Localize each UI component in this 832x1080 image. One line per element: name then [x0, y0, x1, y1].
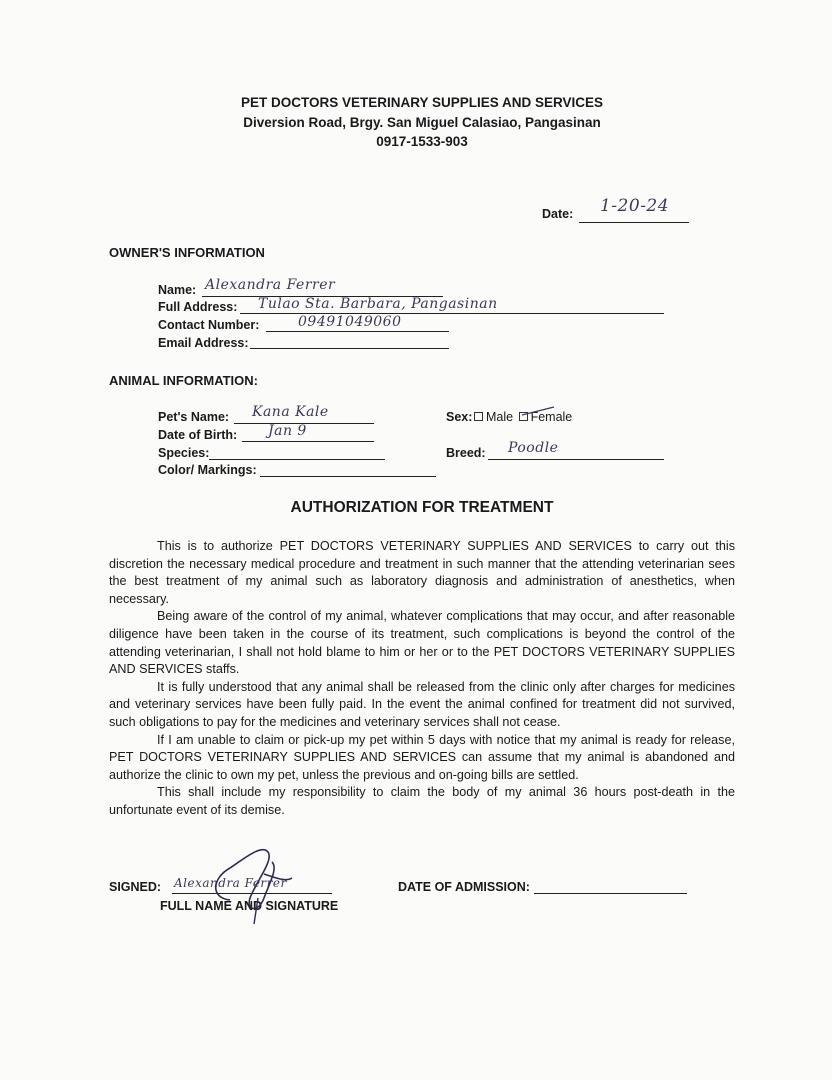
sex-label: Sex: [446, 410, 473, 424]
species-line[interactable] [209, 459, 385, 460]
animal-section-title: ANIMAL INFORMATION: [109, 373, 258, 388]
pet-name-value[interactable]: Kana Kale [252, 404, 329, 420]
date-line [579, 222, 689, 223]
admission-date-line[interactable] [534, 893, 687, 894]
clinic-address: Diversion Road, Brgy. San Miguel Calasiao, Pangasinan [243, 115, 601, 130]
owner-section-title: OWNER'S INFORMATION [109, 245, 265, 260]
email-label: Email Address: [158, 336, 249, 350]
species-label: Species: [158, 446, 210, 460]
male-checkbox[interactable] [474, 412, 483, 421]
signer-name-value[interactable]: Alexandra Ferrer [174, 876, 287, 890]
handwritten-signature [200, 838, 300, 928]
male-option-label: Male [486, 410, 514, 424]
breed-value[interactable]: Poodle [508, 440, 559, 456]
color-line[interactable] [260, 476, 436, 477]
date-value[interactable]: 1-20-24 [600, 196, 670, 216]
paragraph-5: This shall include my responsibility to claim the body of my animal 36 hours post-death in the unfortunate event of its demise. [109, 785, 735, 817]
color-label: Color/ Markings: [158, 463, 257, 477]
signature-caption: FULL NAME AND SIGNATURE [160, 899, 339, 913]
dob-value[interactable]: Jan 9 [268, 423, 307, 439]
address-value[interactable]: Tulao Sta. Barbara, Pangasinan [258, 296, 498, 312]
dob-line [242, 441, 374, 442]
breed-line [488, 459, 664, 460]
signed-label: SIGNED: [109, 880, 162, 894]
owner-name-value[interactable]: Alexandra Ferrer [205, 277, 336, 293]
contact-value[interactable]: 09491049060 [298, 314, 402, 330]
date-label: Date: [542, 207, 574, 221]
paragraph-3: It is fully understood that any animal shall be released from the clinic only after charges for medicines and veterinary services have been fully paid. In the event the animal confined for treatment did not survived, such obligations to pay for the medicines and veterinary services shall not cease. [109, 679, 735, 729]
female-checkmark-icon [520, 404, 556, 420]
clinic-name: PET DOCTORS VETERINARY SUPPLIES AND SERVICES [240, 95, 604, 110]
clinic-phone: 0917-1533-903 [376, 134, 468, 149]
paragraph-2: Being aware of the control of my animal, whatever complications that may occur, and after reasonable diligence have been taken in the course of its treatment, such complications is beyond the control of the attending veterinarian, I shall not hold blame to him or her or to the PET DOCTORS VETERINARY SUPPLIES AND SERVICES staffs. [109, 609, 735, 677]
owner-name-label: Name: [158, 283, 197, 297]
authorization-body [109, 538, 735, 820]
dob-label: Date of Birth: [158, 428, 238, 442]
pet-name-label: Pet's Name: [158, 410, 230, 424]
paragraph-1: This is to authorize PET DOCTORS VETERINARY SUPPLIES AND SERVICES to carry out this discretion the necessary medical procedure and treatment in such manner that the attending veterinarian sees the best treatment of my animal such as laboratory diagnosis and administration of anesthetics, when necessary. [109, 539, 735, 606]
authorization-title: AUTHORIZATION FOR TREATMENT [290, 499, 554, 516]
admission-date-label: DATE OF ADMISSION: [398, 880, 530, 894]
address-label: Full Address: [158, 300, 238, 314]
paragraph-4: If I am unable to claim or pick-up my pet within 5 days with notice that my animal is ready for release, PET DOCTORS VETERINARY SUPPLIES AND SERVICES can assume that my animal is abandoned and authorize the clinic to own my pet, unless the previous and on-going bills are settled. [109, 732, 735, 782]
email-line[interactable] [250, 348, 449, 349]
contact-line [266, 331, 449, 332]
breed-label: Breed: [446, 446, 486, 460]
contact-label: Contact Number: [158, 318, 260, 332]
female-option-label: Female [530, 410, 573, 424]
